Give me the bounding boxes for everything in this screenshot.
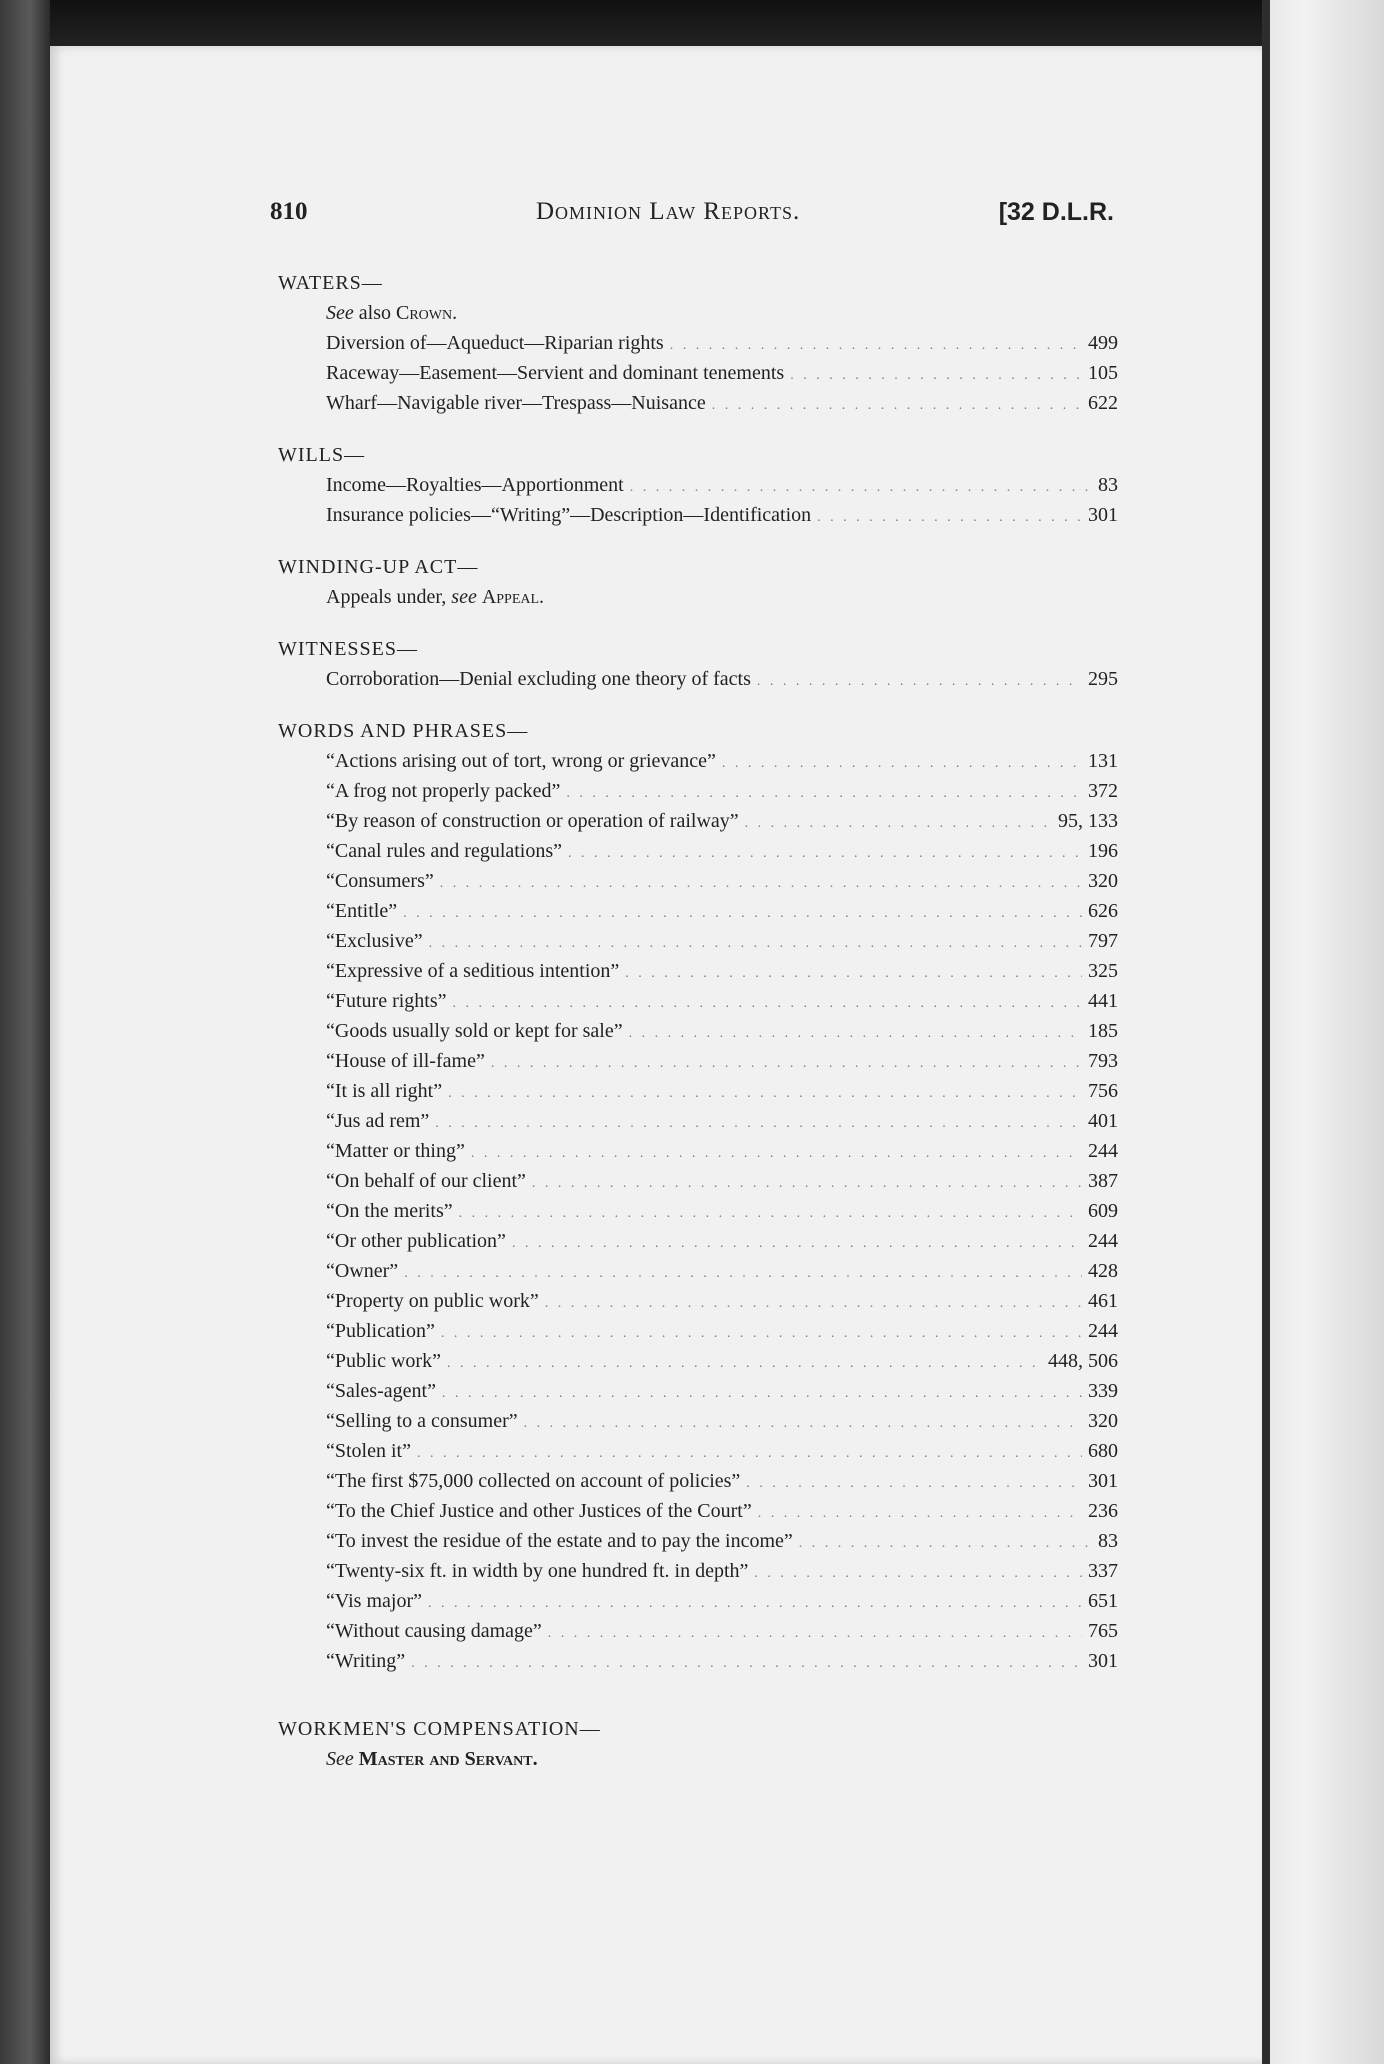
phrase-entry xyxy=(278,746,1118,776)
scan-top-edge xyxy=(0,0,1384,48)
phrase-entry xyxy=(278,1196,1118,1226)
cross-reference: Master and Servant. xyxy=(358,1748,538,1770)
phrase-page: 797 xyxy=(1088,930,1118,952)
phrase-page: 448, 506 xyxy=(1048,1350,1118,1372)
words-entry-list xyxy=(278,746,1118,1676)
dot-leader xyxy=(722,749,1082,779)
phrase-text: “Stolen it” xyxy=(326,1440,411,1462)
see-word: see xyxy=(451,586,477,608)
phrase-entry xyxy=(278,1586,1118,1616)
phrase-entry xyxy=(278,1616,1118,1646)
index-entry xyxy=(278,470,1118,500)
entry-text: Raceway—Easement—Servient and dominant tenements xyxy=(326,362,785,384)
phrase-text: “To invest the residue of the estate and to pay the income” xyxy=(326,1530,793,1552)
section-winding-up-act xyxy=(278,552,1118,612)
index-content xyxy=(278,268,1118,1796)
phrase-page: 131 xyxy=(1088,750,1118,772)
phrase-entry xyxy=(278,1016,1118,1046)
phrase-text: “Writing” xyxy=(326,1650,406,1672)
phrase-page: 765 xyxy=(1088,1620,1118,1642)
phrase-entry xyxy=(278,1526,1118,1556)
phrase-entry xyxy=(278,1406,1118,1436)
phrase-text: “A frog not properly packed” xyxy=(326,780,561,802)
dot-leader xyxy=(712,391,1082,421)
section-heading: WORDS AND PHRASES— xyxy=(278,720,529,742)
phrase-text: “Property on public work” xyxy=(326,1290,539,1312)
phrase-entry xyxy=(278,1286,1118,1316)
dot-leader xyxy=(817,503,1082,533)
section-waters xyxy=(278,268,1118,418)
phrase-text: “Future rights” xyxy=(326,990,447,1012)
phrase-text: “Consumers” xyxy=(326,870,434,892)
phrase-entry xyxy=(278,1496,1118,1526)
phrase-page: 83 xyxy=(1098,1530,1118,1552)
phrase-page: 680 xyxy=(1088,1440,1118,1462)
phrase-text: “Goods usually sold or kept for sale” xyxy=(326,1020,623,1042)
next-page-edge xyxy=(1262,0,1384,2064)
phrase-page: 756 xyxy=(1088,1080,1118,1102)
see-word: See xyxy=(326,1748,354,1770)
cross-reference: Appeal. xyxy=(481,586,545,608)
index-entry xyxy=(278,664,1118,694)
dot-leader xyxy=(471,1139,1082,1169)
dot-leader xyxy=(625,959,1082,989)
phrase-entry xyxy=(278,806,1118,836)
phrase-entry xyxy=(278,1436,1118,1466)
phrase-page: 793 xyxy=(1088,1050,1118,1072)
entry-text: Corroboration—Denial excluding one theory of facts xyxy=(326,668,751,690)
phrase-page: 372 xyxy=(1088,780,1118,802)
phrase-text: “Vis major” xyxy=(326,1590,422,1612)
phrase-text: “Sales-agent” xyxy=(326,1380,436,1402)
phrase-text: “Without causing damage” xyxy=(326,1620,542,1642)
dot-leader xyxy=(532,1169,1082,1199)
dot-leader xyxy=(512,1229,1082,1259)
entry-text: Diversion of—Aqueduct—Riparian rights xyxy=(326,332,664,354)
phrase-entry xyxy=(278,836,1118,866)
phrase-page: 325 xyxy=(1088,960,1118,982)
dot-leader xyxy=(404,1259,1082,1289)
dot-leader xyxy=(429,929,1082,959)
phrase-text: “House of ill-fame” xyxy=(326,1050,485,1072)
running-header xyxy=(270,198,1114,238)
phrase-text: “Owner” xyxy=(326,1260,399,1282)
phrase-page: 244 xyxy=(1088,1320,1118,1342)
phrase-text: “On the merits” xyxy=(326,1200,453,1222)
volume-reference: [32 D.L.R. xyxy=(998,198,1114,226)
dot-leader xyxy=(630,473,1092,503)
phrase-page: 441 xyxy=(1088,990,1118,1012)
dot-leader xyxy=(411,1649,1082,1679)
see-also-text: also xyxy=(358,302,391,324)
dot-leader xyxy=(545,1289,1082,1319)
phrase-page: 196 xyxy=(1088,840,1118,862)
entry-text: Insurance policies—“Writing”—Description—Identification xyxy=(326,504,812,526)
dot-leader xyxy=(568,839,1082,869)
journal-title: Dominion Law Reports. xyxy=(536,198,801,225)
phrase-page: 95, 133 xyxy=(1058,810,1118,832)
phrase-page: 301 xyxy=(1088,1650,1118,1672)
see-also-reference xyxy=(278,298,1118,328)
dot-leader xyxy=(453,989,1082,1019)
book-binding-edge xyxy=(0,0,50,2064)
phrase-page: 337 xyxy=(1088,1560,1118,1582)
phrase-text: “Canal rules and regulations” xyxy=(326,840,563,862)
phrase-entry xyxy=(278,776,1118,806)
phrase-entry xyxy=(278,986,1118,1016)
phrase-page: 609 xyxy=(1088,1200,1118,1222)
phrase-page: 428 xyxy=(1088,1260,1118,1282)
phrase-page: 320 xyxy=(1088,870,1118,892)
phrase-text: “Public work” xyxy=(326,1350,441,1372)
cross-reference: Crown. xyxy=(395,302,458,324)
dot-leader xyxy=(442,1379,1082,1409)
index-entry xyxy=(278,500,1118,530)
section-heading: WORKMEN'S COMPENSATION— xyxy=(278,1718,601,1740)
entry-text: Wharf—Navigable river—Trespass—Nuisance xyxy=(326,392,706,414)
phrase-entry xyxy=(278,1556,1118,1586)
phrase-text: “Publication” xyxy=(326,1320,435,1342)
section-wills xyxy=(278,440,1118,530)
dot-leader xyxy=(417,1439,1082,1469)
phrase-entry xyxy=(278,1256,1118,1286)
dot-leader xyxy=(548,1619,1082,1649)
phrase-page: 401 xyxy=(1088,1110,1118,1132)
phrase-page: 244 xyxy=(1088,1230,1118,1252)
section-heading: WILLS— xyxy=(278,444,366,466)
phrase-entry xyxy=(278,1106,1118,1136)
index-entry xyxy=(278,328,1118,358)
index-entry xyxy=(278,388,1118,418)
phrase-page: 185 xyxy=(1088,1020,1118,1042)
dot-leader xyxy=(746,1469,1082,1499)
phrase-text: “Actions arising out of tort, wrong or grievance” xyxy=(326,750,716,772)
dot-leader xyxy=(447,1349,1042,1379)
phrase-entry xyxy=(278,896,1118,926)
phrase-page: 301 xyxy=(1088,1470,1118,1492)
phrase-text: “By reason of construction or operation of railway” xyxy=(326,810,739,832)
dot-leader xyxy=(754,1559,1082,1589)
phrase-text: “Expressive of a seditious intention” xyxy=(326,960,620,982)
phrase-text: “On behalf of our client” xyxy=(326,1170,526,1192)
dot-leader xyxy=(448,1079,1082,1109)
entry-page: 105 xyxy=(1088,362,1118,384)
section-workmens-compensation xyxy=(278,1714,1118,1774)
phrase-text: “Twenty-six ft. in width by one hundred ft. in depth” xyxy=(326,1560,749,1582)
phrase-page: 244 xyxy=(1088,1140,1118,1162)
dot-leader xyxy=(524,1409,1082,1439)
phrase-entry xyxy=(278,1166,1118,1196)
phrase-entry xyxy=(278,956,1118,986)
phrase-page: 626 xyxy=(1088,900,1118,922)
phrase-text: “To the Chief Justice and other Justices of the Court” xyxy=(326,1500,752,1522)
dot-leader xyxy=(745,809,1052,839)
phrase-entry xyxy=(278,1376,1118,1406)
phrase-entry xyxy=(278,1046,1118,1076)
dot-leader xyxy=(435,1109,1082,1139)
entry-page: 622 xyxy=(1088,392,1118,414)
see-word: See xyxy=(326,302,354,324)
see-reference xyxy=(278,1744,1118,1774)
dot-leader xyxy=(566,779,1082,809)
phrase-page: 651 xyxy=(1088,1590,1118,1612)
section-words-and-phrases xyxy=(278,716,1118,1676)
entry-page: 499 xyxy=(1088,332,1118,354)
dot-leader xyxy=(670,331,1082,361)
section-heading: WINDING-UP ACT— xyxy=(278,556,479,578)
phrase-text: “It is all right” xyxy=(326,1080,443,1102)
phrase-text: “Jus ad rem” xyxy=(326,1110,430,1132)
dot-leader xyxy=(459,1199,1082,1229)
entry-page: 295 xyxy=(1088,668,1118,690)
entry-page: 83 xyxy=(1098,474,1118,496)
phrase-text: “Selling to a consumer” xyxy=(326,1410,518,1432)
dot-leader xyxy=(403,899,1082,929)
dot-leader xyxy=(491,1049,1082,1079)
dot-leader xyxy=(440,869,1082,899)
dot-leader xyxy=(758,1499,1082,1529)
phrase-page: 387 xyxy=(1088,1170,1118,1192)
dot-leader xyxy=(790,361,1082,391)
section-witnesses xyxy=(278,634,1118,694)
see-reference xyxy=(278,582,1118,612)
dot-leader xyxy=(799,1529,1092,1559)
phrase-entry xyxy=(278,1316,1118,1346)
phrase-entry xyxy=(278,1646,1118,1676)
phrase-page: 461 xyxy=(1088,1290,1118,1312)
page-number: 810 xyxy=(270,198,308,225)
entry-page: 301 xyxy=(1088,504,1118,526)
phrase-entry xyxy=(278,1466,1118,1496)
section-heading: WITNESSES— xyxy=(278,638,418,660)
section-heading: WATERS— xyxy=(278,272,383,294)
phrase-text: “The first $75,000 collected on account of policies” xyxy=(326,1470,741,1492)
index-entry xyxy=(278,358,1118,388)
dot-leader xyxy=(441,1319,1082,1349)
phrase-page: 320 xyxy=(1088,1410,1118,1432)
phrase-text: “Entitle” xyxy=(326,900,398,922)
phrase-entry xyxy=(278,1346,1118,1376)
phrase-page: 236 xyxy=(1088,1500,1118,1522)
entry-text: Income—Royalties—Apportionment xyxy=(326,474,624,496)
phrase-entry xyxy=(278,1136,1118,1166)
dot-leader xyxy=(428,1589,1082,1619)
phrase-entry xyxy=(278,1076,1118,1106)
dot-leader xyxy=(629,1019,1082,1049)
phrase-text: “Or other publication” xyxy=(326,1230,506,1252)
sub-text: Appeals under, xyxy=(326,586,447,608)
dot-leader xyxy=(757,667,1082,697)
phrase-entry xyxy=(278,1226,1118,1256)
phrase-text: “Exclusive” xyxy=(326,930,423,952)
phrase-entry xyxy=(278,926,1118,956)
phrase-page: 339 xyxy=(1088,1380,1118,1402)
phrase-text: “Matter or thing” xyxy=(326,1140,465,1162)
phrase-entry xyxy=(278,866,1118,896)
